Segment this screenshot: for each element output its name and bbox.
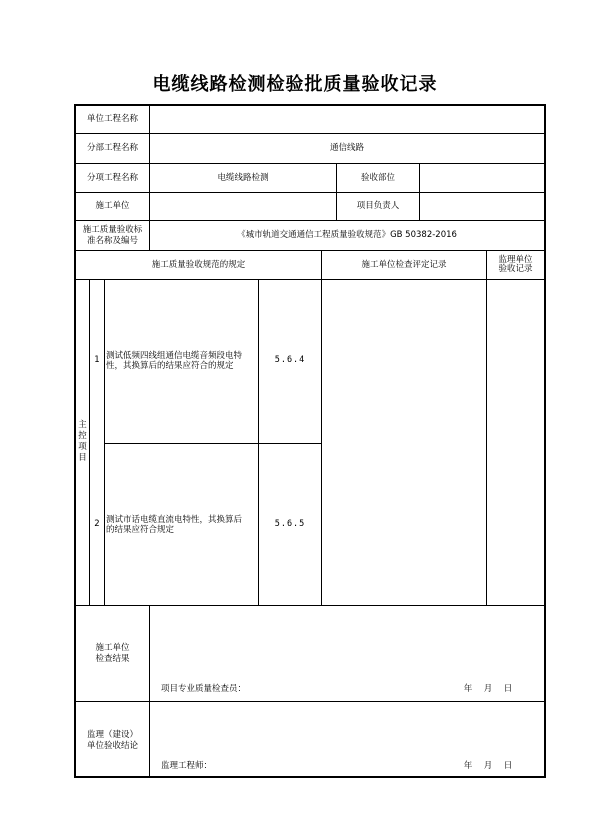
supervision-engineer-label: 监理工程师： <box>161 760 213 771</box>
supervision-month-label: 月 <box>483 760 493 771</box>
construction-result-label-line2: 检查结果 <box>95 654 130 664</box>
item-2-text-line1: 测试市话电缆直流电特性，其换算后 <box>106 515 243 525</box>
construction-month-label: 月 <box>483 683 493 694</box>
item-1-text <box>106 346 258 376</box>
supervision-conclusion-label <box>76 727 149 755</box>
item-2-text-line2: 的结果应符合规定 <box>106 525 175 535</box>
standard-value: 《城市轨道交通通信工程质量验收规范》GB 50382-2016 <box>237 230 457 240</box>
main-control-char-4: 目 <box>78 453 87 463</box>
supervision-column-header <box>487 251 544 279</box>
supervision-day-label: 日 <box>503 760 513 771</box>
item-1-number: 1 <box>94 354 100 365</box>
supervision-year-label: 年 <box>463 760 473 771</box>
unit-project-label: 单位工程名称 <box>86 114 138 124</box>
project-manager-value[interactable] <box>420 193 544 220</box>
item-project-label: 分项工程名称 <box>86 172 138 183</box>
item-2-text <box>106 510 258 540</box>
item-2-clause: 5.6.5 <box>274 518 306 529</box>
item-1-check-record[interactable] <box>322 280 486 443</box>
main-control-label <box>76 418 89 466</box>
item-2-supervision-record[interactable] <box>487 444 544 605</box>
main-control-char-3: 项 <box>78 442 87 452</box>
construction-result-label <box>76 640 149 668</box>
spec-column-header: 施工质量验收规范的规定 <box>151 259 246 270</box>
item-2-check-record[interactable] <box>322 444 486 605</box>
page-title: 电缆线路检测检验批质量验收记录 <box>152 74 438 95</box>
item-project-value[interactable]: 电缆线路检测 <box>217 172 269 183</box>
unit-project-value[interactable] <box>150 106 544 133</box>
acceptance-part-value[interactable] <box>420 164 544 192</box>
item-1-clause: 5.6.4 <box>274 354 306 365</box>
acceptance-part-label: 验收部位 <box>360 172 395 183</box>
item-2-number: 2 <box>94 518 100 529</box>
construction-unit-value[interactable] <box>150 193 336 220</box>
supervision-conclusion-label-line1: 监理（建设） <box>86 730 138 740</box>
construction-day-label: 日 <box>503 683 513 694</box>
quality-inspector-label: 项目专业质量检查员： <box>161 683 247 694</box>
construction-unit-label: 施工单位 <box>95 201 130 211</box>
supervision-header-line1: 监理单位 <box>498 255 533 265</box>
supervision-conclusion-label-line2: 单位验收结论 <box>86 741 138 751</box>
item-1-text-line1: 测试低频四线组通信电缆音频段电特 <box>106 351 243 361</box>
construction-result-label-line1: 施工单位 <box>95 643 130 653</box>
standard-label-line2: 准名称及编号 <box>86 235 138 246</box>
check-column-header: 施工单位检查评定记录 <box>361 259 447 270</box>
construction-year-label: 年 <box>463 683 473 694</box>
sub-project-value[interactable]: 通信线路 <box>329 143 364 153</box>
standard-label <box>76 221 149 250</box>
standard-label-line1: 施工质量验收标 <box>82 224 143 235</box>
item-1-text-line2: 性，其换算后的结果应符合的规定 <box>106 361 234 371</box>
sub-project-label: 分部工程名称 <box>86 143 138 153</box>
project-manager-label: 项目负责人 <box>356 201 400 211</box>
main-control-char-1: 主 <box>78 420 87 430</box>
main-control-char-2: 控 <box>78 431 87 441</box>
item-1-supervision-record[interactable] <box>487 280 544 443</box>
supervision-header-line2: 验收记录 <box>498 264 533 274</box>
